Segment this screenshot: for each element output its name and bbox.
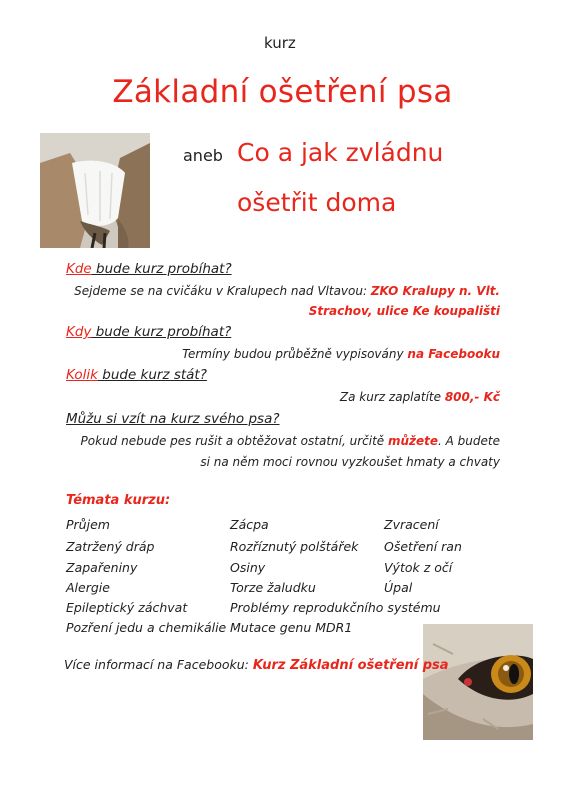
topic-item: Rozříznutý polštářek <box>230 539 359 554</box>
topic-item: Osiny <box>230 560 266 575</box>
subtitle-line-2: ošetřit doma <box>237 188 397 217</box>
topic-item: Epileptický záchvat <box>66 600 188 615</box>
answer-pes-line-1: Pokud nebude pes rušit a obtěžovat ostatní, určitě můžete. A budete <box>80 434 500 448</box>
topic-item: Pozření jedu a chemikálie <box>66 620 227 635</box>
subtitle-line-1: Co a jak zvládnu <box>237 138 444 167</box>
footer-facebook-info: Více informací na Facebooku: Kurz Základní ošetření psa <box>64 657 449 673</box>
answer-kolik: Za kurz zaplatíte 800,- Kč <box>339 390 500 404</box>
dog-paw-bandage-photo <box>40 133 150 248</box>
dog-eye-closeup-photo <box>423 624 533 740</box>
topics-heading: Témata kurzu: <box>66 493 171 508</box>
answer-kdy: Termíny budou průběžně vypisovány na Facebooku <box>182 347 500 361</box>
page-title: Základní ošetření psa <box>112 74 453 110</box>
topic-item: Mutace genu MDR1 <box>230 620 353 635</box>
topic-item: Zácpa <box>230 517 269 532</box>
topic-item: Výtok z očí <box>384 560 453 575</box>
aneb-label: aneb <box>183 146 223 165</box>
topic-item: Ošetření ran <box>384 539 462 554</box>
topic-item: Zvracení <box>384 517 439 532</box>
kurz-label: kurz <box>264 34 296 52</box>
topic-item: Úpal <box>384 580 413 595</box>
question-kolik: Kolik bude kurz stát? <box>66 367 207 383</box>
topic-item: Zatržený dráp <box>66 539 155 554</box>
answer-kde-line-2: Strachov, ulice Ke koupališti <box>308 304 500 318</box>
topic-item: Zapařeniny <box>66 560 138 575</box>
facebook-link[interactable]: Kurz Základní ošetření psa <box>252 658 449 673</box>
topic-item: Torze žaludku <box>230 580 316 595</box>
topic-item: Průjem <box>66 517 110 532</box>
answer-kde-line-1: Sejdeme se na cvičáku v Kralupech nad Vltavou: ZKO Kralupy n. Vlt. <box>74 284 500 298</box>
question-pes: Můžu si vzít na kurz svého psa? <box>66 411 280 427</box>
question-kde: Kde bude kurz probíhat? <box>66 261 232 277</box>
topic-item: Alergie <box>66 580 110 595</box>
question-kdy: Kdy bude kurz probíhat? <box>66 324 232 340</box>
topic-item: Problémy reprodukčního systému <box>230 600 441 615</box>
answer-pes-line-2: si na něm moci rovnou vyzkoušet hmaty a chvaty <box>200 455 500 469</box>
